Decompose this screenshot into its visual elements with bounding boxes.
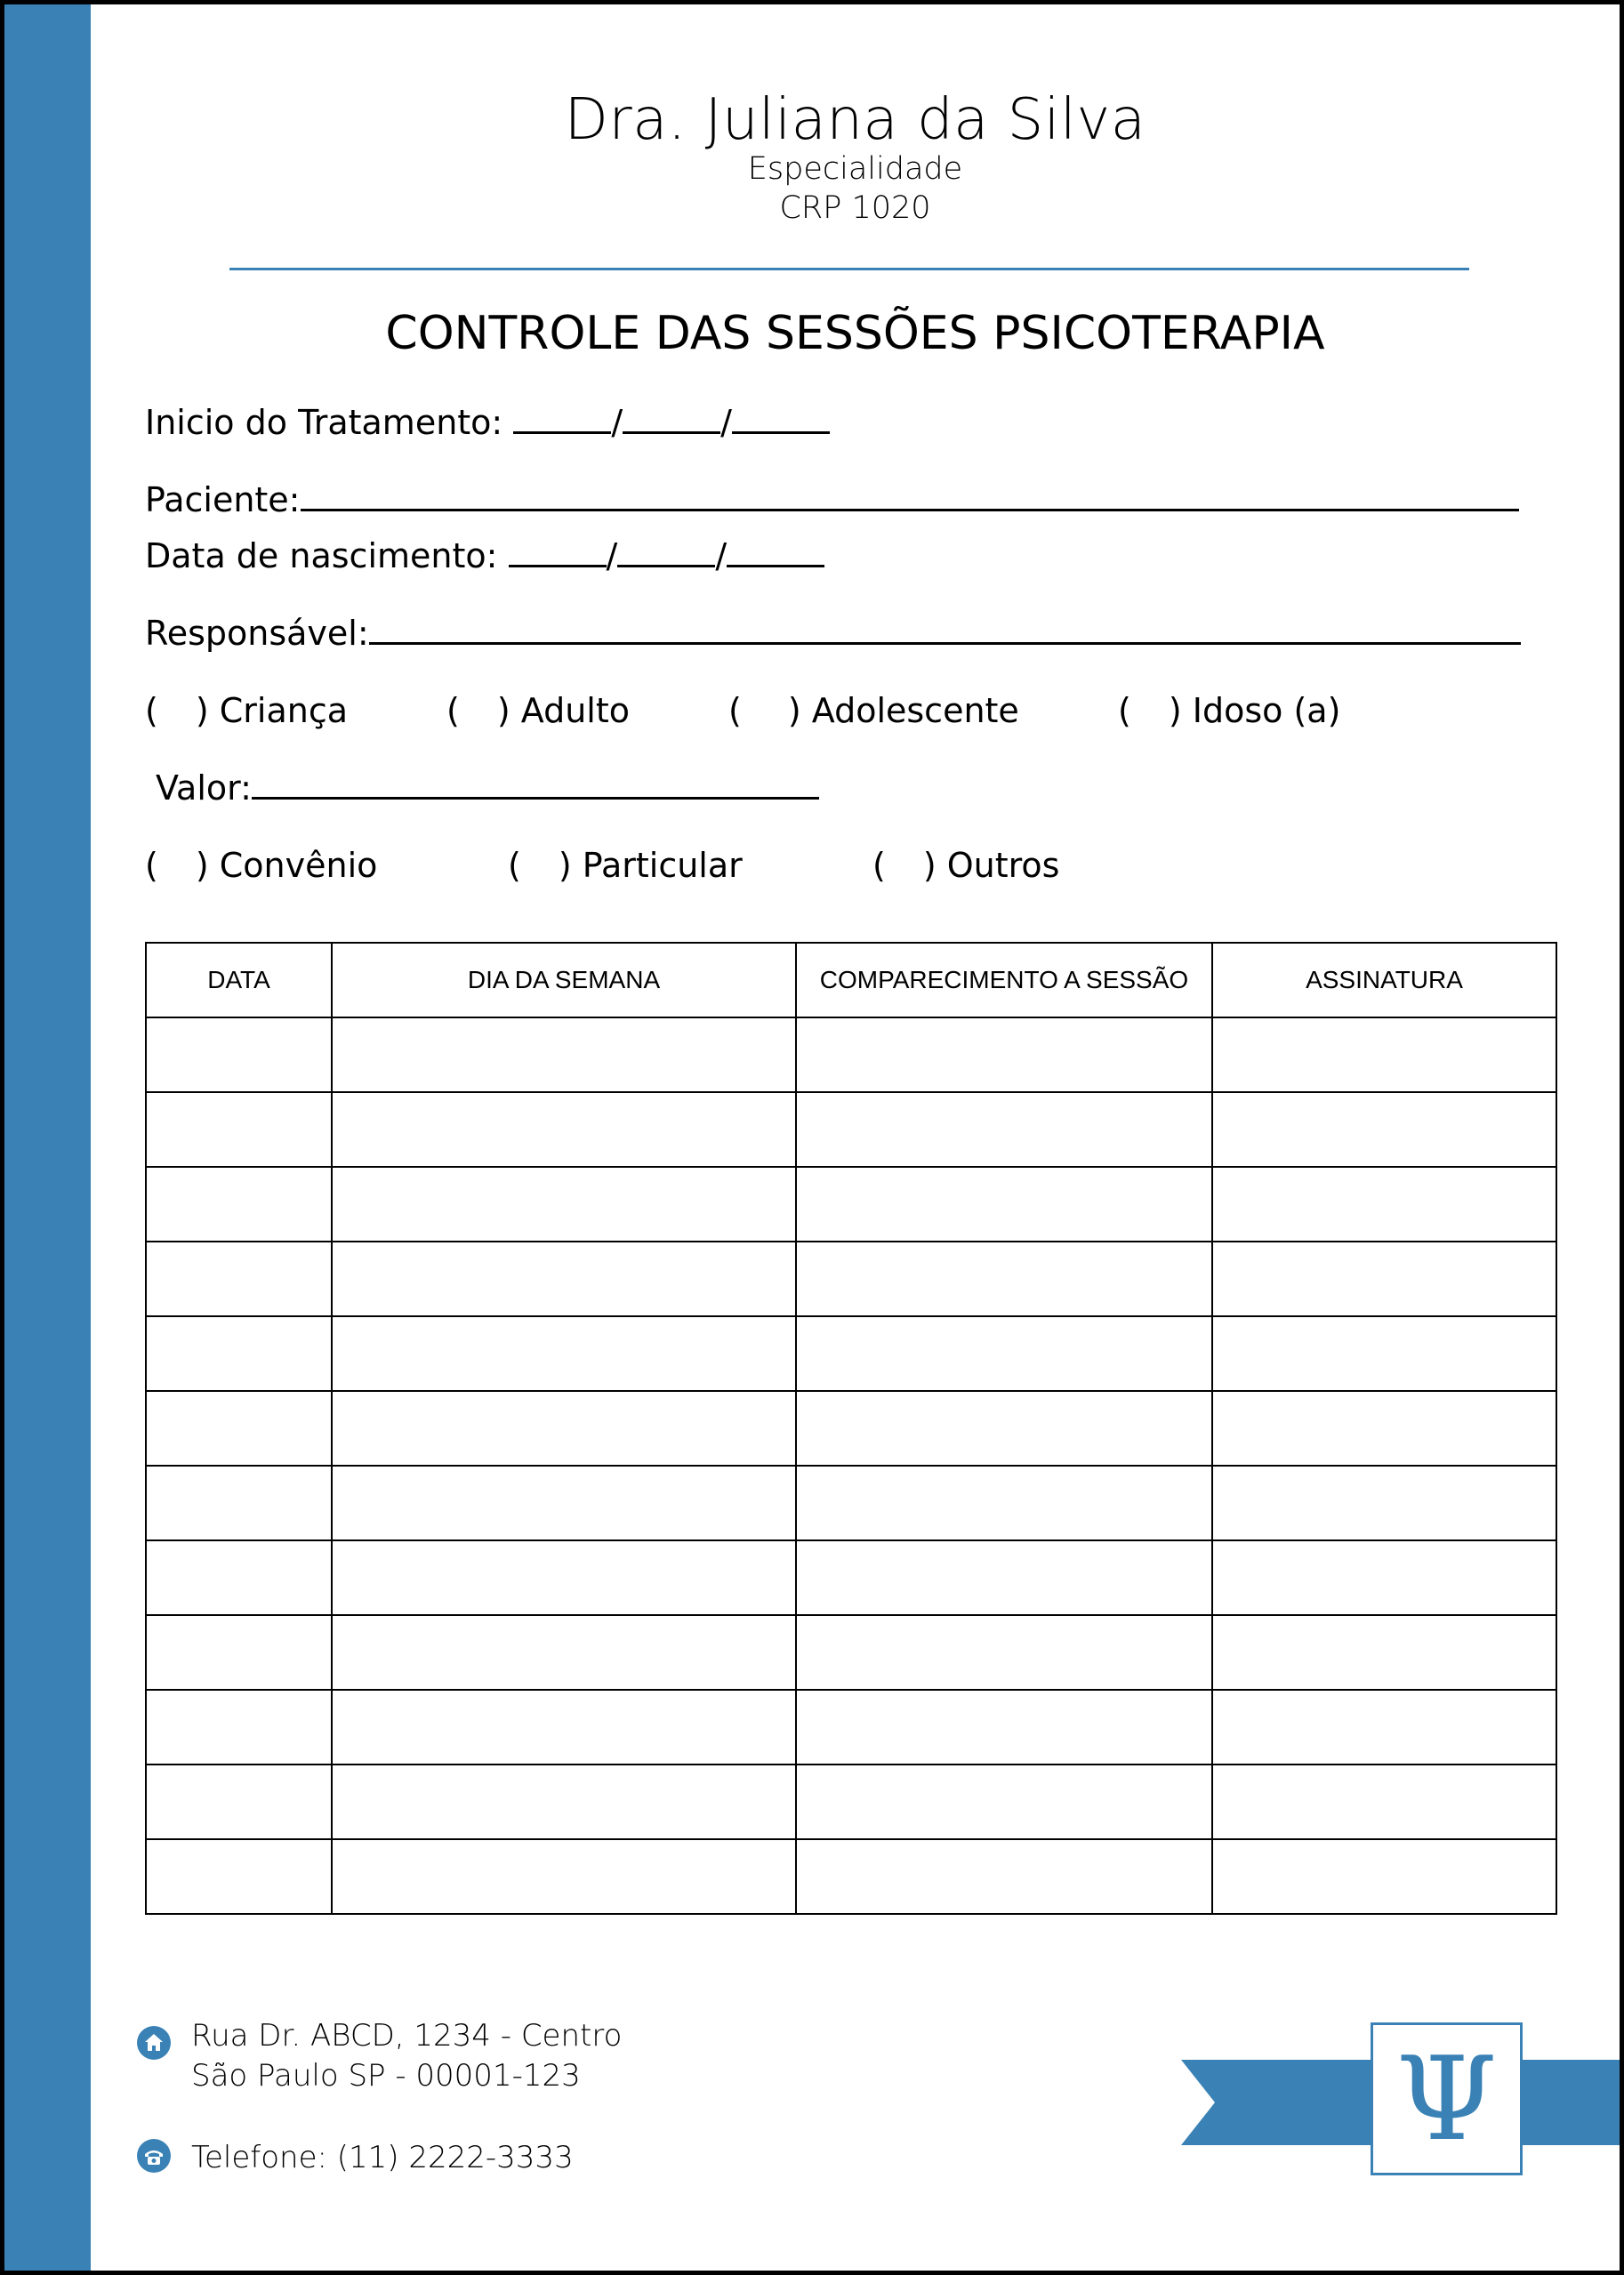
- attendance-cell[interactable]: [796, 1242, 1212, 1316]
- date-cell[interactable]: [146, 1391, 332, 1466]
- patient-label: Paciente:: [145, 480, 301, 519]
- option-label: Particular: [582, 846, 743, 885]
- birthdate-field: [145, 535, 824, 577]
- date-cell[interactable]: [146, 1615, 332, 1690]
- date-blank[interactable]: [513, 405, 611, 434]
- doctor-name: Dra. Juliana da Silva: [564, 87, 1146, 153]
- document-title: CONTROLE DAS SESSÕES PSICOTERAPIA: [385, 307, 1325, 360]
- weekday-cell[interactable]: [332, 1690, 796, 1765]
- guardian-field: [145, 612, 1521, 655]
- attendance-cell[interactable]: [796, 1765, 1212, 1839]
- address-line-1: Rua Dr. ABCD, 1234 - Centro: [191, 2018, 623, 2054]
- date-cell[interactable]: [146, 1466, 332, 1540]
- signature-cell[interactable]: [1212, 1242, 1556, 1316]
- date-separator: /: [715, 536, 728, 575]
- patient-field: [145, 478, 1519, 521]
- date-separator: /: [720, 403, 732, 442]
- attendance-cell[interactable]: [796, 1017, 1212, 1092]
- attendance-cell[interactable]: [796, 1466, 1212, 1540]
- date-cell[interactable]: [146, 1242, 332, 1316]
- option-outros[interactable]: ( ) Outros: [872, 846, 1060, 885]
- attendance-cell[interactable]: [796, 1316, 1212, 1391]
- attendance-cell[interactable]: [796, 1092, 1212, 1167]
- treatment-start-field: [145, 401, 830, 444]
- table-row: [146, 1615, 1556, 1690]
- option-adolescente[interactable]: ( ) Adolescente: [728, 691, 1019, 730]
- weekday-cell[interactable]: [332, 1540, 796, 1615]
- option-convenio[interactable]: ( ) Convênio: [145, 846, 378, 885]
- column-header-signature: ASSINATURA: [1212, 943, 1556, 1017]
- table-row: [146, 1092, 1556, 1167]
- option-idoso[interactable]: ( ) Idoso (a): [1118, 691, 1341, 730]
- option-label: Idoso (a): [1192, 691, 1341, 730]
- table-row: [146, 1316, 1556, 1391]
- signature-cell[interactable]: [1212, 1092, 1556, 1167]
- address-line-2: São Paulo SP - 00001-123: [191, 2058, 581, 2094]
- phone-number: Telefone: (11) 2222-3333: [191, 2140, 574, 2175]
- date-blank[interactable]: [617, 538, 715, 567]
- option-adulto[interactable]: ( ) Adulto: [446, 691, 630, 730]
- weekday-cell[interactable]: [332, 1242, 796, 1316]
- option-label: Adolescente: [811, 691, 1019, 730]
- attendance-cell[interactable]: [796, 1167, 1212, 1242]
- guardian-blank[interactable]: [369, 615, 1521, 645]
- weekday-cell[interactable]: [332, 1615, 796, 1690]
- option-crianca[interactable]: ( ) Criança: [145, 691, 349, 730]
- option-particular[interactable]: ( ) Particular: [508, 846, 743, 885]
- home-icon: [137, 2026, 171, 2060]
- signature-cell[interactable]: [1212, 1316, 1556, 1391]
- column-header-date: DATA: [146, 943, 332, 1017]
- date-cell[interactable]: [146, 1017, 332, 1092]
- date-cell[interactable]: [146, 1167, 332, 1242]
- weekday-cell[interactable]: [332, 1466, 796, 1540]
- date-cell[interactable]: [146, 1765, 332, 1839]
- table-row: [146, 1242, 1556, 1316]
- option-label: Convênio: [219, 846, 378, 885]
- date-cell[interactable]: [146, 1316, 332, 1391]
- date-blank[interactable]: [623, 405, 720, 434]
- value-blank[interactable]: [252, 770, 819, 800]
- table-body: [146, 1017, 1556, 1914]
- weekday-cell[interactable]: [332, 1316, 796, 1391]
- table-row: [146, 1839, 1556, 1914]
- date-cell[interactable]: [146, 1540, 332, 1615]
- weekday-cell[interactable]: [332, 1167, 796, 1242]
- signature-cell[interactable]: [1212, 1839, 1556, 1914]
- attendance-cell[interactable]: [796, 1839, 1212, 1914]
- table-row: [146, 1391, 1556, 1466]
- psi-symbol: Ψ: [1395, 2031, 1498, 2166]
- table-row: [146, 1466, 1556, 1540]
- sessions-table: [145, 942, 1557, 1915]
- signature-cell[interactable]: [1212, 1615, 1556, 1690]
- date-blank[interactable]: [727, 538, 824, 567]
- signature-cell[interactable]: [1212, 1765, 1556, 1839]
- table-header-row: [146, 943, 1556, 1017]
- date-blank[interactable]: [732, 405, 830, 434]
- table-row: [146, 1017, 1556, 1092]
- option-label: Criança: [219, 691, 349, 730]
- value-field: [156, 767, 819, 809]
- patient-blank[interactable]: [301, 482, 1519, 511]
- attendance-cell[interactable]: [796, 1391, 1212, 1466]
- value-label: Valor:: [156, 768, 252, 808]
- psi-logo: [1371, 2022, 1523, 2175]
- date-cell[interactable]: [146, 1690, 332, 1765]
- doctor-specialty: Especialidade: [747, 151, 963, 187]
- treatment-start-label: Inicio do Tratamento:: [145, 403, 514, 442]
- side-color-bar: [4, 4, 91, 2271]
- signature-cell[interactable]: [1212, 1017, 1556, 1092]
- weekday-cell[interactable]: [332, 1092, 796, 1167]
- attendance-cell[interactable]: [796, 1615, 1212, 1690]
- weekday-cell[interactable]: [332, 1391, 796, 1466]
- weekday-cell[interactable]: [332, 1839, 796, 1914]
- table-row: [146, 1167, 1556, 1242]
- telephone-icon: [137, 2139, 171, 2173]
- attendance-cell[interactable]: [796, 1690, 1212, 1765]
- option-label: Outros: [946, 846, 1060, 885]
- signature-cell[interactable]: [1212, 1690, 1556, 1765]
- table-row: [146, 1765, 1556, 1839]
- doctor-crp: CRP 1020: [779, 190, 931, 226]
- birthdate-label: Data de nascimento:: [145, 536, 509, 575]
- table-row: [146, 1540, 1556, 1615]
- date-blank[interactable]: [509, 538, 607, 567]
- date-separator: /: [606, 536, 618, 575]
- date-separator: /: [611, 403, 623, 442]
- date-cell[interactable]: [146, 1839, 332, 1914]
- table-row: [146, 1690, 1556, 1765]
- header-divider: [229, 268, 1469, 270]
- signature-cell[interactable]: [1212, 1540, 1556, 1615]
- signature-cell[interactable]: [1212, 1466, 1556, 1540]
- weekday-cell[interactable]: [332, 1765, 796, 1839]
- signature-cell[interactable]: [1212, 1391, 1556, 1466]
- weekday-cell[interactable]: [332, 1017, 796, 1092]
- column-header-attendance: COMPARECIMENTO A SESSÃO: [796, 943, 1212, 1017]
- date-cell[interactable]: [146, 1092, 332, 1167]
- option-label: Adulto: [520, 691, 630, 730]
- signature-cell[interactable]: [1212, 1167, 1556, 1242]
- attendance-cell[interactable]: [796, 1540, 1212, 1615]
- guardian-label: Responsável:: [145, 614, 369, 653]
- column-header-weekday: DIA DA SEMANA: [332, 943, 796, 1017]
